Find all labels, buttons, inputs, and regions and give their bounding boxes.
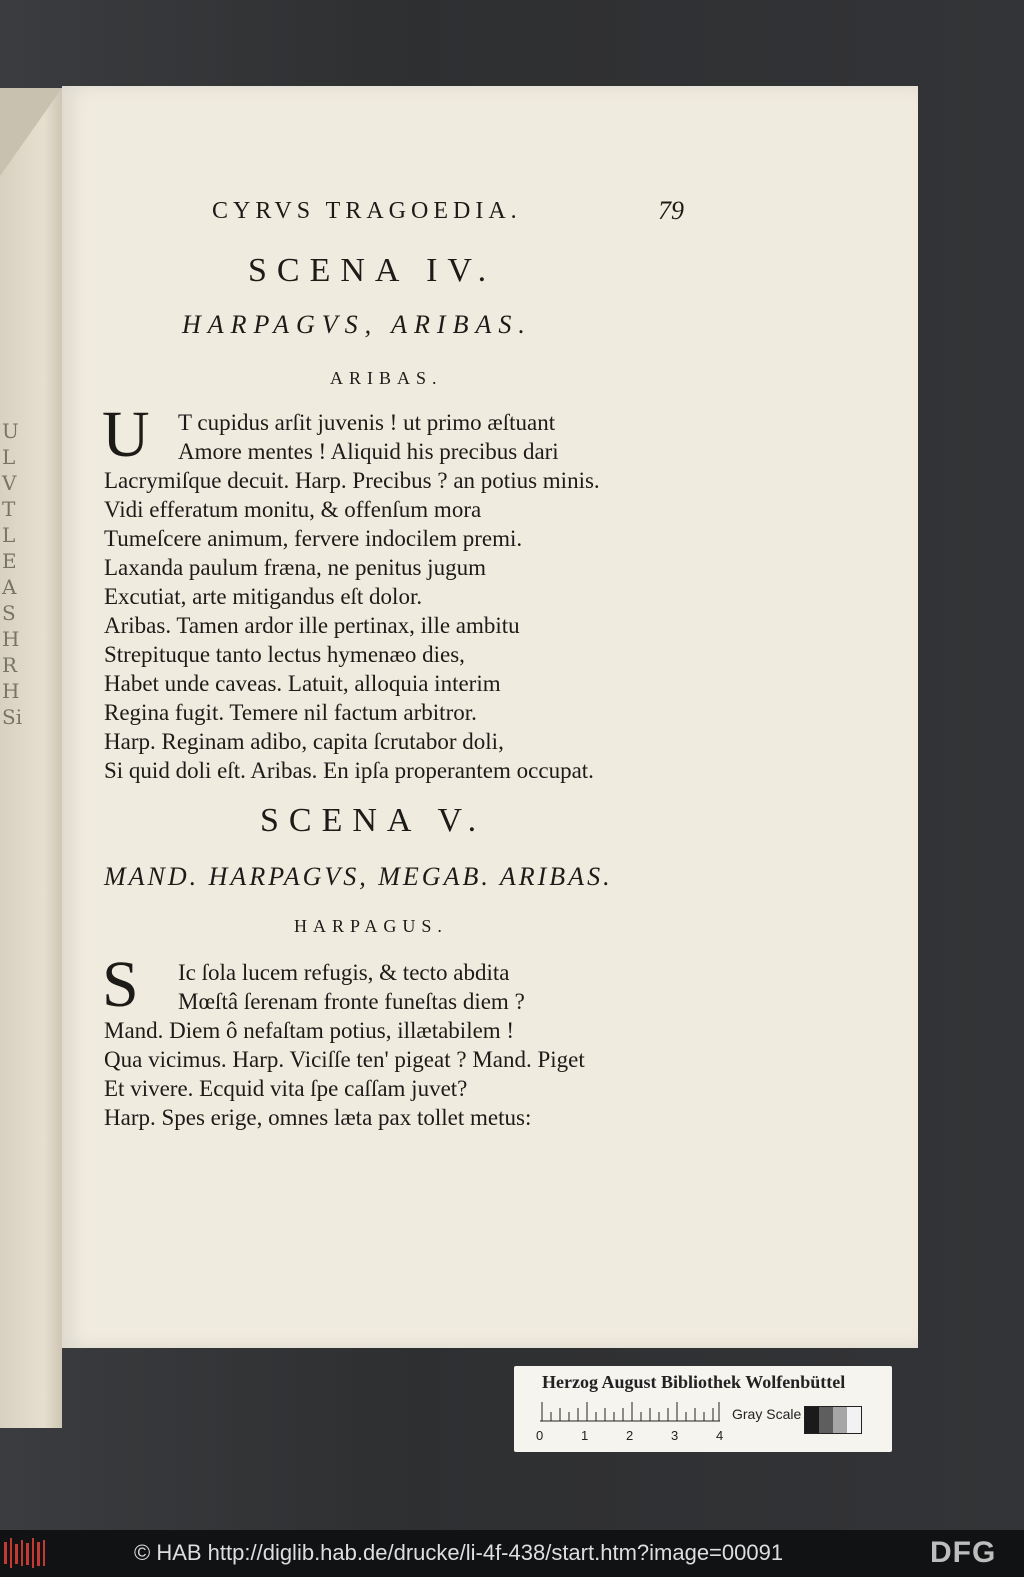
ruler-icon — [540, 1402, 720, 1422]
verso-corner-shadow — [0, 88, 62, 176]
verse-line: Qua vicimus. Harp. Viciſſe ten' pigeat ? Mand. Piget — [104, 1047, 585, 1072]
verse-line: Regina fugit. Temere nil factum arbitror. — [104, 700, 477, 725]
page-number: 79 — [658, 196, 684, 225]
verse-line: Vidi efferatum monitu, & offenſum mora — [104, 497, 482, 522]
scene-iv-dropcap: U — [102, 398, 150, 471]
library-color-stamp — [514, 1366, 892, 1452]
footer-bar — [0, 1530, 1024, 1577]
scene-iv-title: SCENA IV. — [248, 252, 497, 289]
grayscale-label: Gray Scale — [732, 1406, 802, 1422]
verse-line: Et vivere. Ecquid vita ſpe caſſam juvet? — [104, 1076, 468, 1101]
ruler-number: 0 — [536, 1428, 544, 1443]
verse-line: Habet unde caveas. Latuit, alloquia interim — [104, 671, 501, 696]
verso-page-edge — [0, 88, 62, 1428]
verse-line: Harp. Spes erige, omnes læta pax tollet metus: — [104, 1105, 532, 1130]
verse-line: Ic ſola lucem refugis, & tecto abdita — [178, 960, 510, 985]
grayscale-swatch — [847, 1407, 861, 1433]
verso-letter: E — [2, 549, 17, 573]
grayscale-swatch — [833, 1407, 847, 1433]
barcode-icon — [4, 1538, 46, 1568]
ruler-numbers — [536, 1428, 761, 1443]
scene-v-verse — [102, 948, 585, 1132]
verso-letters — [2, 418, 32, 730]
ruler-number: 2 — [626, 1428, 634, 1443]
verso-letter: H — [2, 627, 20, 651]
grayscale-swatch — [805, 1407, 819, 1433]
ruler-number: 4 — [716, 1428, 724, 1443]
verse-line: Mand. Diem ô nefaſtam potius, illætabilem ! — [104, 1018, 515, 1043]
verse-line: Aribas. Tamen ardor ille pertinax, ille ambitu — [104, 613, 520, 638]
scene-v-dropcap: S — [102, 948, 139, 1021]
verse-line: Mœſtâ ſerenam fronte funeſtas diem ? — [178, 989, 525, 1014]
grayscale-swatch — [819, 1407, 833, 1433]
verso-letter: L — [2, 523, 16, 547]
stamp-title: Herzog August Bibliothek Wolfenbüttel — [542, 1372, 846, 1392]
footer-credit-link[interactable]: © HAB http://diglib.hab.de/drucke/li-4f-438/start.htm?image=00091 — [134, 1540, 784, 1565]
verse-line: Lacrymiſque decuit. Harp. Precibus ? an potius minis. — [104, 468, 600, 493]
scene-iv-verse — [102, 398, 600, 785]
verso-letter: L — [2, 445, 16, 469]
verso-letter: Si — [2, 705, 23, 729]
verso-letter: H — [2, 679, 20, 703]
book-page — [62, 86, 918, 1348]
scene-v-title: SCENA V. — [260, 802, 487, 839]
verso-letter: A — [2, 575, 17, 599]
verso-letter: U — [2, 419, 19, 443]
running-head: CYRVS TRAGOEDIA. — [212, 198, 522, 224]
verse-line: Laxanda paulum fræna, ne penitus jugum — [104, 555, 486, 580]
verse-line: Amore mentes ! Aliquid his precibus dari — [178, 439, 559, 464]
grayscale-bar — [804, 1406, 862, 1434]
ruler-number: 1 — [581, 1428, 589, 1443]
scene-iv-cast: HARPAGVS, ARIBAS. — [182, 310, 532, 339]
verse-line: T cupidus arſit juvenis ! ut primo æſtuant — [178, 410, 556, 435]
scene-v-speaker: HARPAGUS. — [294, 916, 448, 936]
verse-line: Tumeſcere animum, fervere indocilem premi. — [104, 526, 523, 551]
verso-letter: T — [2, 497, 16, 521]
verse-line: Harp. Reginam adibo, capita ſcrutabor doli, — [104, 729, 504, 754]
verso-letter: R — [2, 653, 18, 677]
verse-line: Excutiat, arte mitigandus eſt dolor. — [104, 584, 423, 609]
scene-v-cast: MAND. HARPAGVS, MEGAB. ARIBAS. — [104, 862, 613, 891]
dfg-logo: DFG — [930, 1536, 997, 1569]
verso-letter: V — [2, 471, 17, 495]
verse-line: Strepituque tanto lectus hymenæo dies, — [104, 642, 465, 667]
ruler-number: 3 — [671, 1428, 679, 1443]
verse-line: Si quid doli eſt. Aribas. En ipſa properantem occupat. — [104, 758, 594, 783]
verso-letter: S — [2, 601, 16, 625]
scene-iv-speaker: ARIBAS. — [330, 368, 443, 388]
